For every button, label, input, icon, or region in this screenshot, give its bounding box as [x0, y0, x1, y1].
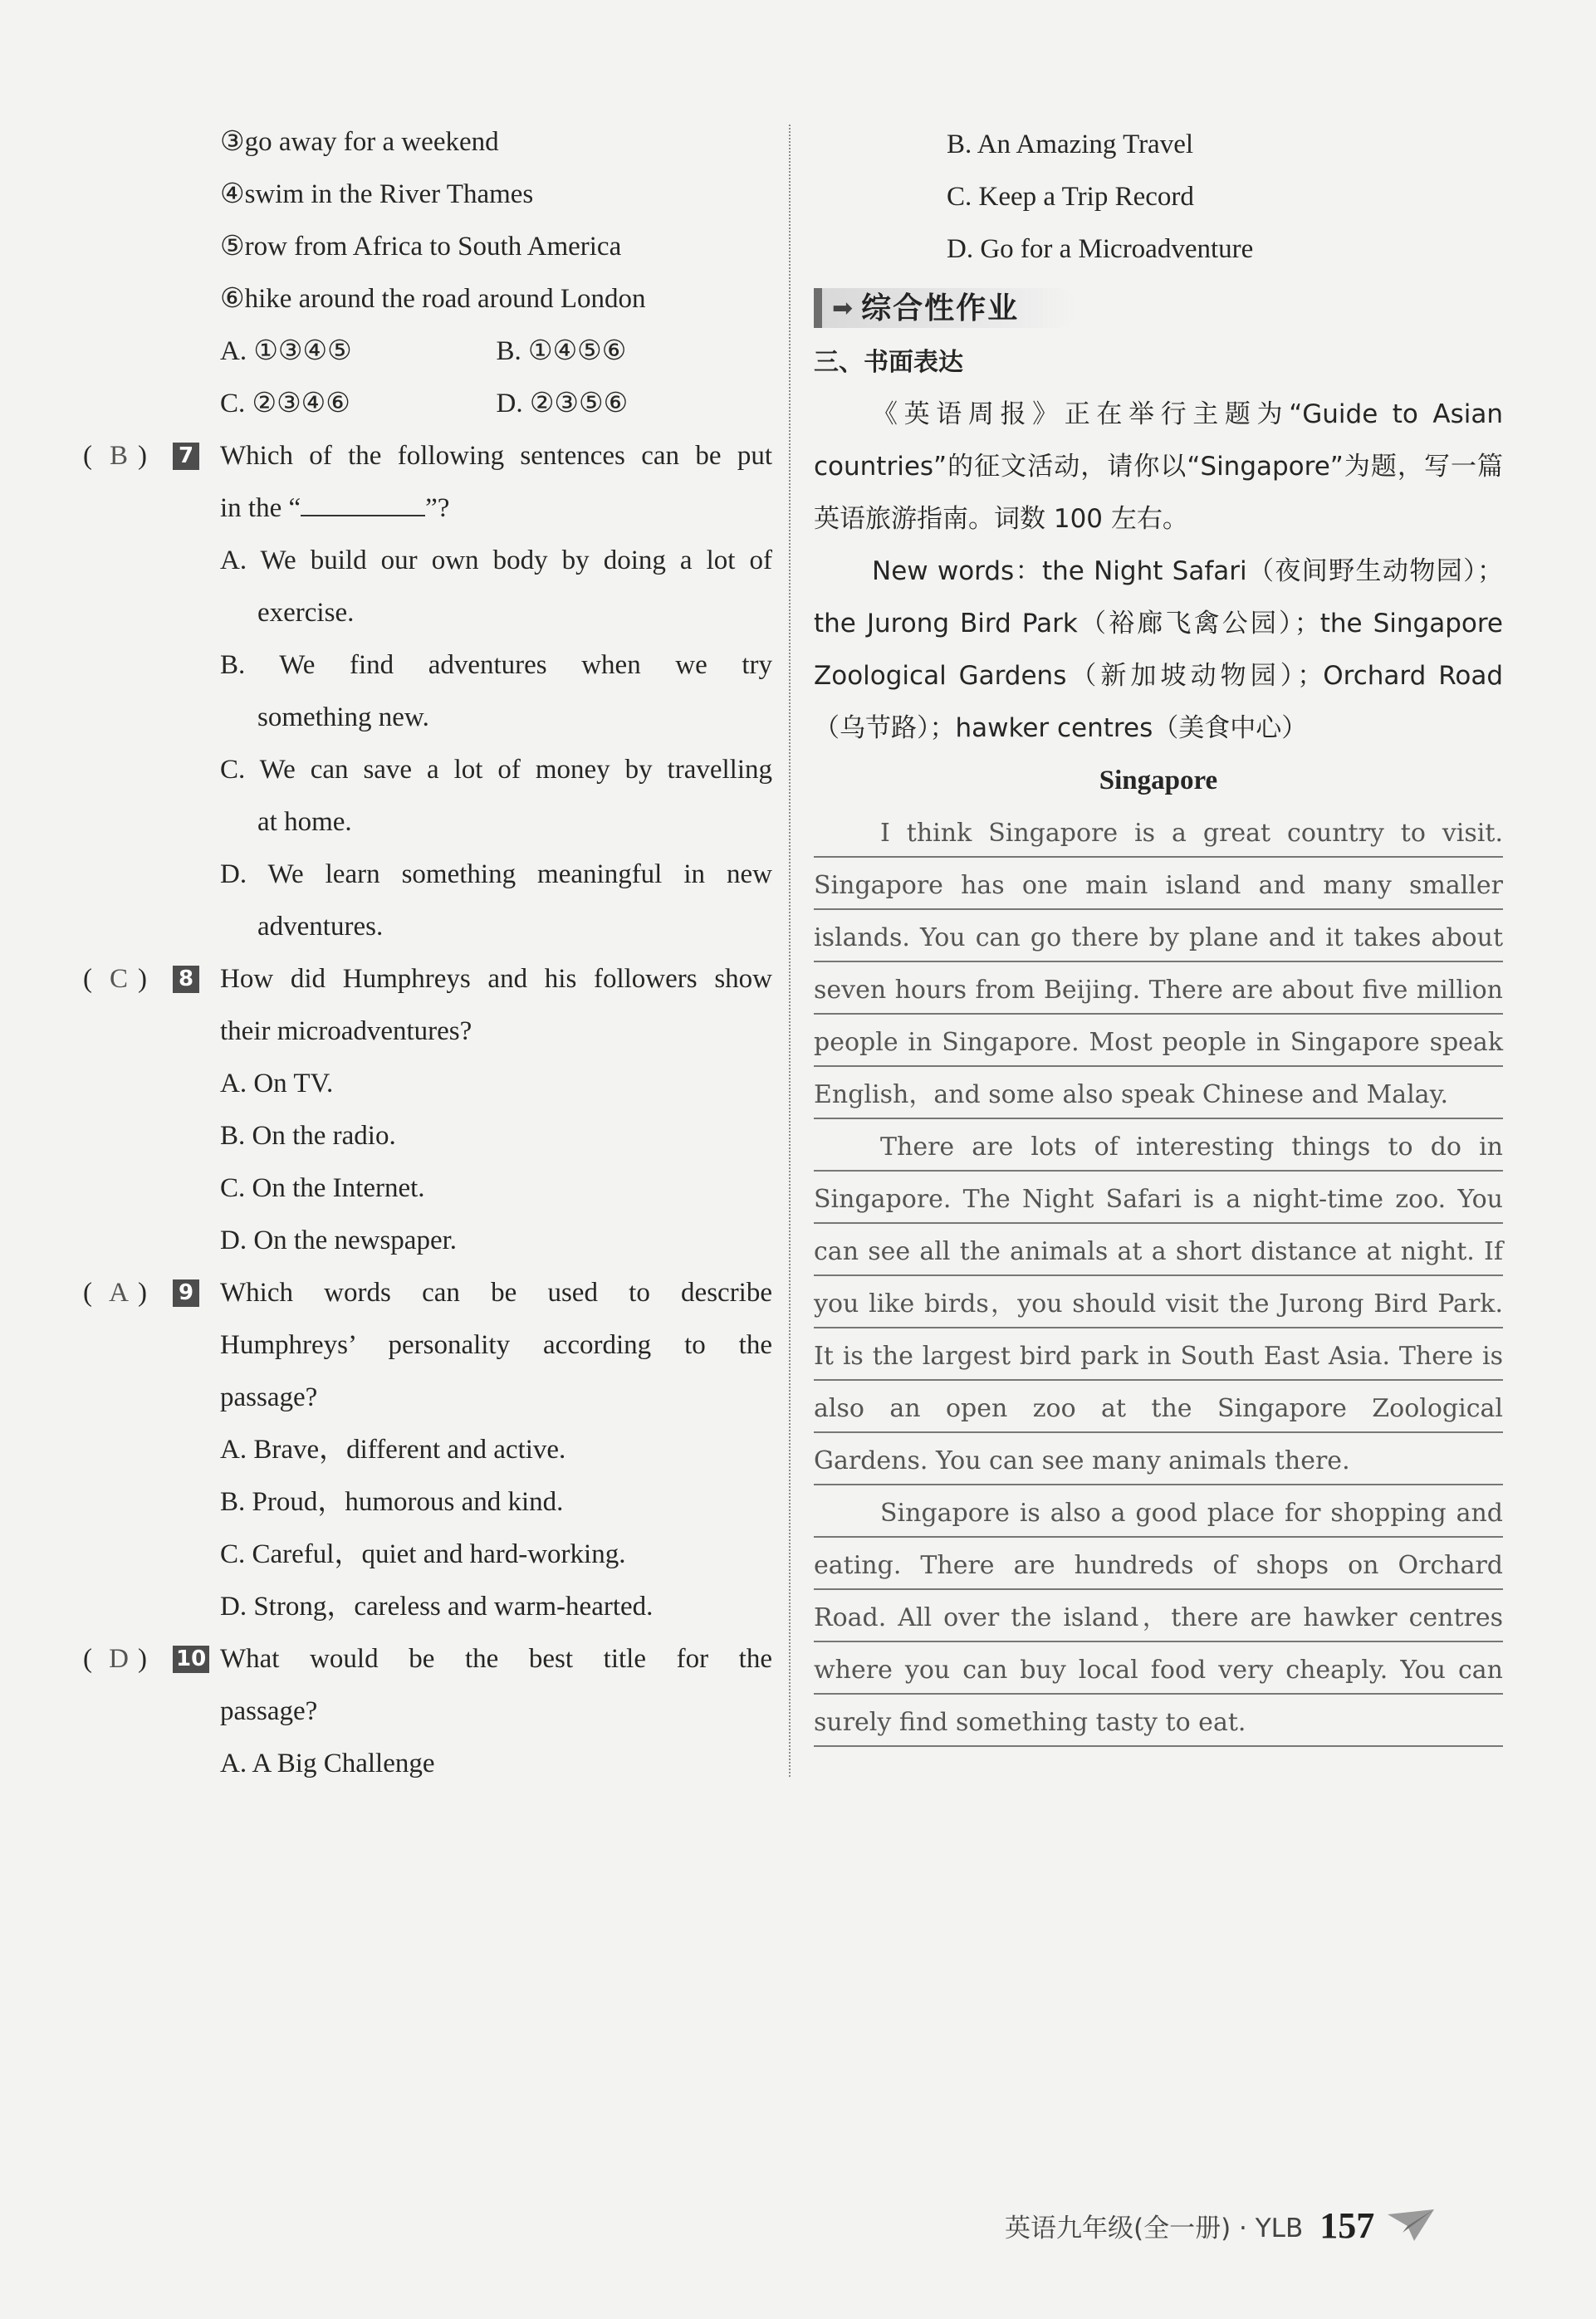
answer-letter: D [109, 1644, 129, 1674]
q8-option-c: C. On the Internet. [220, 1173, 425, 1203]
book-series-label: 英语九年级(全一册) · YLB [1005, 2214, 1304, 2243]
stem-text: in the “ [220, 493, 301, 523]
question-stem: How did Humphreys and his followers show [220, 964, 772, 994]
page-number: 157 [1319, 2205, 1375, 2246]
q7-option-d: D. We learn something meaningful in new [220, 859, 772, 889]
left-column [83, 116, 772, 1790]
q8-option-a: A. On TV. [220, 1069, 334, 1098]
section-header [814, 279, 1503, 337]
question-8 [83, 953, 772, 1005]
q6-item: ④swim in the River Thames [220, 179, 534, 209]
paren-open: ( [83, 1644, 92, 1674]
paren-open: ( [83, 964, 92, 994]
right-column [814, 119, 1503, 1749]
new-words-note: New words：the Night Safari（夜间野生动物园）；the Jurong Bird Park（裕廊飞禽公园）；the Singapore Zoological Gardens（新加坡动物园）；Orchard Road（乌节路）；hawker centres（美食中心） [814, 556, 1503, 743]
question-number-badge: 10 [173, 1646, 209, 1673]
question-number-badge: 9 [173, 1279, 199, 1307]
q9-option-a: A. Brave，different and active. [220, 1435, 566, 1465]
section-title: 综合性作业 [861, 291, 1020, 325]
paper-plane-icon [1386, 2208, 1436, 2244]
arrow-right-icon: ➡ [832, 293, 854, 323]
question-10 [83, 1633, 772, 1685]
writing-prompt: 《英语周报》正在举行主题为“Guide to Asian countries”的征文活动，请你以“Singapore”为题，写一篇英语旅游指南。词数 100 左右。 [814, 399, 1503, 534]
q6-option-b: B. ①④⑤⑥ [496, 336, 627, 366]
question-7 [83, 430, 772, 482]
question-9 [83, 1267, 772, 1319]
q6-option-c: C. ②③④⑥ [220, 389, 350, 418]
q9-option-b: B. Proud，humorous and kind. [220, 1487, 564, 1517]
q6-item: ⑤row from Africa to South America [220, 232, 622, 262]
q9-option-d: D. Strong，careless and warm-hearted. [220, 1592, 654, 1622]
question-stem: What would be the best title for the [220, 1644, 772, 1674]
handwritten-essay [814, 807, 1503, 1749]
q6-option-d: D. ②③⑤⑥ [496, 389, 629, 418]
paren-open: ( [83, 1278, 92, 1308]
q6-item: ③go away for a weekend [220, 127, 499, 157]
q6-item: ⑥hike around the road around London [220, 284, 646, 314]
paren-close: ) [138, 1644, 147, 1674]
subsection-title: 三、书面表达 [814, 348, 963, 377]
question-stem-line: Humphreys’ personality according to the [220, 1330, 772, 1360]
q7-option-a-cont: exercise. [257, 598, 355, 628]
q8-option-b: B. On the radio. [220, 1121, 396, 1151]
page-footer [1005, 2204, 1436, 2247]
question-stem: Which of the following sentences can be put [220, 441, 772, 471]
answer-letter: B [109, 441, 128, 471]
paren-close: ) [138, 964, 147, 994]
q8-option-d: D. On the newspaper. [220, 1226, 458, 1255]
question-stem-line: their microadventures? [220, 1016, 472, 1046]
question-number-badge: 7 [173, 443, 199, 470]
question-stem-line: passage? [220, 1382, 318, 1412]
q10-option-a: A. A Big Challenge [220, 1749, 435, 1778]
q7-option-c: C. We can save a lot of money by travelling [220, 755, 772, 785]
q9-option-c: C. Careful，quiet and hard-working. [220, 1539, 626, 1569]
answer-blank [301, 490, 425, 516]
q7-option-b: B. We find adventures when we try [220, 650, 772, 680]
stem-text: ”? [425, 493, 450, 523]
q10-option-c: C. Keep a Trip Record [947, 182, 1194, 212]
paren-open: ( [83, 441, 92, 471]
q6-options-row [83, 325, 772, 378]
q7-option-a: A. We build our own body by doing a lot of [220, 546, 772, 575]
question-stem-line [83, 482, 772, 535]
q7-option-d-cont: adventures. [257, 912, 384, 942]
question-stem-line: passage? [220, 1696, 318, 1726]
question-stem: Which words can be used to describe [220, 1278, 772, 1308]
essay-paragraph: I think Singapore is a great country to visit. Singapore has one main island and many smaller islands. You can go there by plane and it takes about seven hours from Beijing. There are about five million people in Singapore. Most people in Singapore speak English，and some also speak Chinese and Malay. [814, 807, 1503, 1121]
section-tag [814, 288, 1077, 328]
question-number-badge: 8 [173, 966, 199, 993]
paren-close: ) [138, 1278, 147, 1308]
answer-letter: A [109, 1278, 129, 1308]
q6-options-row [83, 378, 772, 430]
essay-paragraph: There are lots of interesting things to do in Singapore. The Night Safari is a night-time zoo. You can see all the animals at a short distance at night. If you like birds，you should visit the Jurong Bird Park. It is the largest bird park in South East Asia. There is also an open zoo at the Singapore Zoological Gardens. You can see many animals there. [814, 1121, 1503, 1487]
answer-letter: C [109, 964, 128, 994]
q10-option-d: D. Go for a Microadventure [947, 234, 1254, 264]
essay-title: Singapore [1099, 766, 1218, 795]
q6-option-a: A. ①③④⑤ [220, 336, 352, 366]
q7-option-b-cont: something new. [257, 702, 429, 732]
paren-close: ) [138, 441, 147, 471]
q7-option-c-cont: at home. [257, 807, 352, 837]
column-divider [789, 125, 791, 1777]
essay-paragraph: Singapore is also a good place for shopping and eating. There are hundreds of shops on Orchard Road. All over the island，there are hawker centres where you can buy local food very cheaply. You can surely find something tasty to eat. [814, 1487, 1503, 1749]
q10-option-b: B. An Amazing Travel [947, 130, 1194, 159]
